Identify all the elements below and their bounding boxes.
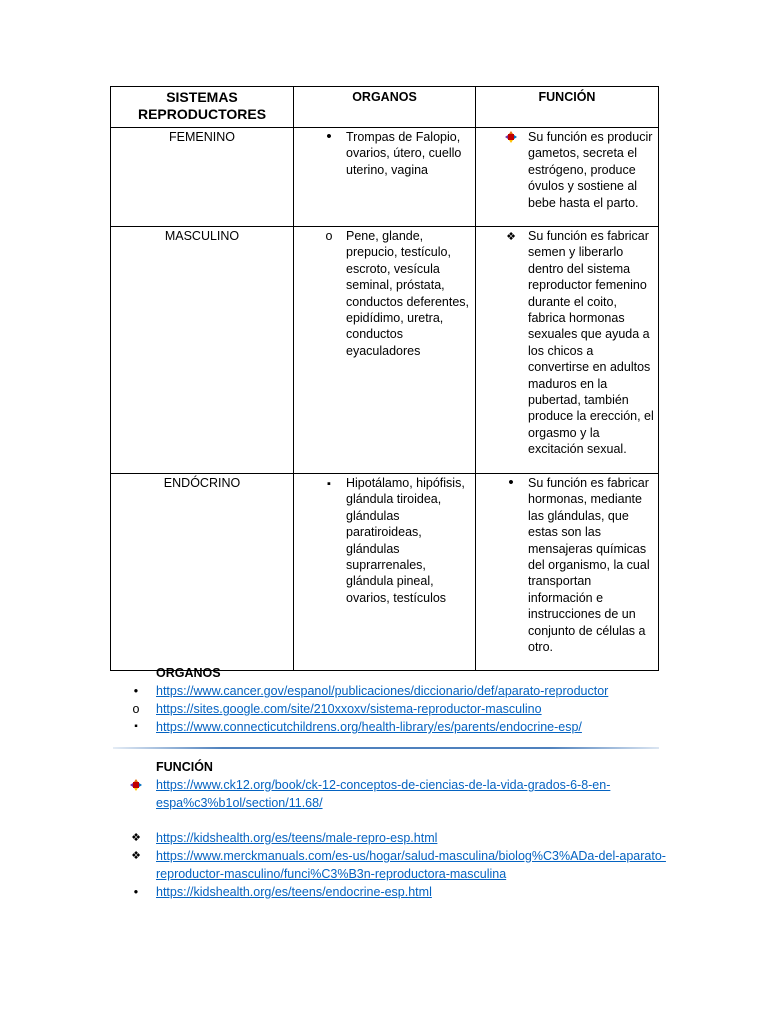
- header-function: FUNCIÓN: [476, 87, 659, 128]
- table-header-row: [111, 87, 659, 128]
- reference-link[interactable]: https://kidshealth.org/es/teens/endocrine-esp.html: [156, 885, 432, 899]
- bullet-square-icon: ▪: [134, 721, 138, 732]
- bullet-circle-icon: [320, 228, 338, 244]
- organos-references-title: ORGANOS: [156, 666, 221, 680]
- bullet-diamond-icon: ❖: [131, 832, 141, 844]
- reference-item: [110, 682, 670, 700]
- organs-cell: [294, 474, 476, 671]
- bullet-diamond-icon: [502, 228, 520, 245]
- table-row: [111, 128, 659, 227]
- system-name: ENDÓCRINO: [111, 474, 294, 671]
- function-text: Su función es fabricar semen y liberarlo dentro del sistema reproductor femenino durante el coito, fabrica hormonas sexuales que ayuda a los chicos a convertirse en adultos maduros en la pubertad, también produce la erección, el orgasmo y la excitación sexual.: [528, 229, 654, 457]
- four-arrows-icon: [502, 129, 520, 147]
- references-section: [110, 664, 670, 901]
- function-cell: [476, 128, 659, 227]
- bullet-dot-icon: [502, 475, 520, 491]
- function-text: Su función es fabricar hormonas, mediante las glándulas, que estas son las mensajeras químicas del organismo, la cual transportan información e instrucciones de un conjunto de células a otro.: [528, 476, 650, 655]
- reproductive-systems-table: [110, 86, 659, 671]
- system-name: MASCULINO: [111, 227, 294, 474]
- reference-item: [110, 718, 670, 736]
- bullet-square-icon: [320, 475, 338, 492]
- bullet-dot-icon: •: [133, 684, 139, 698]
- function-cell: [476, 474, 659, 671]
- function-cell: [476, 227, 659, 474]
- organs-text: Trompas de Falopio, ovarios, útero, cuello uterino, vagina: [346, 130, 462, 177]
- table-row: [111, 474, 659, 671]
- bullet-diamond-icon: ❖: [131, 850, 141, 862]
- reference-link[interactable]: https://www.cancer.gov/espanol/publicaciones/diccionario/def/aparato-reproductor: [156, 684, 609, 698]
- header-organs: ORGANOS: [294, 87, 476, 128]
- reference-link[interactable]: https://sites.google.com/site/210xxoxv/sistema-reproductor-masculino: [156, 702, 542, 716]
- reference-link[interactable]: https://kidshealth.org/es/teens/male-repro-esp.html: [156, 831, 438, 845]
- four-arrows-icon: [128, 776, 144, 796]
- funcion-references-title: FUNCIÓN: [156, 760, 213, 774]
- reference-item: [110, 847, 670, 883]
- reference-link[interactable]: https://www.merckmanuals.com/es-us/hogar/salud-masculina/biolog%C3%ADa-del-aparato-reproductor-masculino/funci%C3%B3n-reproductora-masculina: [156, 849, 666, 881]
- reference-item: [110, 883, 670, 901]
- reference-item: [110, 700, 670, 718]
- bullet-dot-icon: •: [133, 885, 139, 899]
- system-name: FEMENINO: [111, 128, 294, 227]
- reference-link[interactable]: https://www.ck12.org/book/ck-12-conceptos-de-ciencias-de-la-vida-grados-6-8-en-espa%c3%b1ol/section/11.68/: [156, 778, 611, 810]
- reference-item: [110, 776, 670, 812]
- bullet-dot-icon: [320, 129, 338, 145]
- section-divider: [113, 747, 659, 749]
- organs-text: Pene, glande, prepucio, testículo, escroto, vesícula seminal, próstata, conductos deferentes, epidídimo, uretra, conductos eyaculadores: [346, 229, 469, 358]
- header-systems: SISTEMAS REPRODUCTORES: [111, 87, 294, 128]
- bullet-circle-icon: o: [132, 702, 140, 716]
- function-text: Su función es producir gametos, secreta el estrógeno, produce óvulos y sostiene al bebe hasta el parto.: [528, 130, 653, 210]
- organs-cell: [294, 128, 476, 227]
- reference-item: [110, 829, 670, 847]
- table-row: [111, 227, 659, 474]
- reference-link[interactable]: https://www.connecticutchildrens.org/health-library/es/parents/endocrine-esp/: [156, 720, 582, 734]
- organs-text: Hipotálamo, hipófisis, glándula tiroidea, glándulas paratiroideas, glándulas suprarrenales, glándula pineal, ovarios, testículos: [346, 476, 465, 605]
- organs-cell: [294, 227, 476, 474]
